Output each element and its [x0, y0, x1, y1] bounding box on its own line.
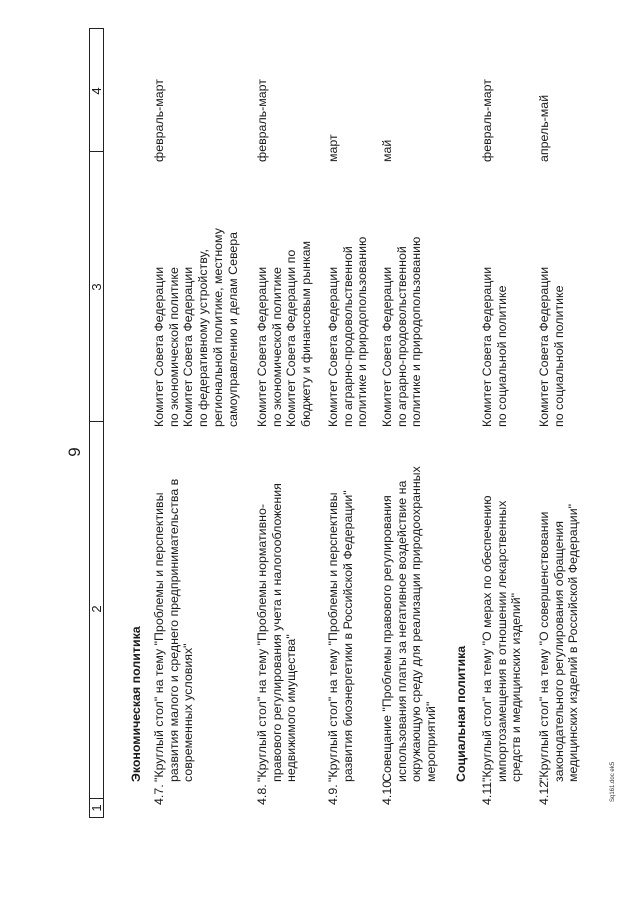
responsible-line: по экономической политике	[269, 267, 284, 427]
responsible-line: по экономической политике	[166, 267, 181, 427]
responsible-line: по социальной политике	[494, 285, 509, 427]
document-footer-code: Sq161.doc ek5	[610, 761, 616, 802]
column-number-1: 1	[89, 804, 104, 812]
responsible-line: Комитет Совета Федерации	[326, 266, 340, 427]
responsible-line: политике и природопользованию	[409, 236, 424, 427]
event-line: медицинских изделий в Российской Федерации"	[566, 503, 581, 782]
responsible-body	[480, 267, 509, 427]
event-description	[380, 466, 439, 782]
responsible-line: Комитет Совета Федерации по	[284, 249, 299, 427]
event-description	[152, 479, 196, 782]
event-line: правового регулирования учета и налогообложения	[269, 483, 284, 782]
event-line: Совещание "Проблемы правового регулирования	[380, 495, 394, 782]
period: май	[380, 139, 394, 162]
event-line: мероприятий"	[424, 701, 439, 782]
header-top-rule	[89, 28, 90, 818]
period: апрель-май	[537, 94, 551, 162]
event-line: средств и медицинских изделий"	[509, 592, 524, 782]
period: февраль-март	[152, 79, 166, 162]
header-divider	[89, 151, 103, 152]
header-divider	[89, 28, 103, 29]
event-description	[326, 490, 355, 782]
event-line: "Круглый стол" на тему "О совершенствовании	[537, 511, 551, 782]
responsible-line: по аграрно-продовольственной	[394, 246, 409, 427]
row-number: 4.10.	[380, 777, 394, 805]
period: март	[326, 134, 340, 162]
responsible-line: самоуправлению и делам Севера	[225, 231, 240, 427]
event-description	[255, 483, 299, 782]
event-line: недвижимого имущества"	[284, 634, 299, 782]
responsible-line: по социальной политике	[551, 285, 566, 427]
responsible-body	[326, 237, 370, 427]
event-line: развития биоэнергетики в Российской Федерации"	[340, 490, 355, 782]
event-line: импортозамещения в отношении лекарственных	[494, 500, 509, 782]
event-description	[537, 504, 581, 782]
column-number-2: 2	[89, 605, 104, 613]
event-line: "Круглый стол" на тему "О мерах по обеспечению	[480, 495, 494, 782]
section-title-economic: Экономическая политика	[129, 626, 143, 782]
responsible-body	[255, 241, 314, 427]
row-number: 4.11.	[480, 778, 494, 805]
responsible-line: по федеративному устройству,	[196, 249, 211, 427]
row-number: 4.8.	[255, 784, 269, 805]
responsible-line: Комитет Совета Федерации	[255, 266, 269, 427]
header-bottom-rule	[103, 28, 104, 818]
row-number: 4.7.	[152, 784, 166, 805]
row-number: 4.12.	[537, 777, 551, 805]
responsible-line: политике и природопользованию	[355, 236, 370, 427]
responsible-line: Комитет Совета Федерации	[181, 266, 196, 427]
row-number: 4.9.	[326, 784, 340, 805]
responsible-line: бюджету и финансовым рынкам	[299, 240, 314, 427]
responsible-line: Комитет Совета Федерации	[537, 266, 551, 427]
responsible-line: Комитет Совета Федерации	[380, 266, 394, 427]
responsible-body	[152, 228, 240, 427]
column-number-3: 3	[89, 283, 104, 291]
responsible-line: региональной политике, местному	[210, 228, 225, 427]
event-line: использования платы за негативное воздействие на	[394, 480, 409, 782]
header-divider	[89, 421, 103, 422]
responsible-line: Комитет Совета Федерации	[480, 266, 494, 427]
event-description	[480, 495, 524, 782]
event-line: законодательного регулирования обращения	[551, 521, 566, 782]
responsible-line: по аграрно-продовольственной	[340, 246, 355, 427]
period: февраль-март	[255, 79, 269, 162]
event-line: окружающую среду для реализации природоохранных	[409, 466, 424, 782]
page-number: 9	[65, 447, 84, 457]
section-title-social: Социальная политика	[454, 645, 468, 782]
event-line: "Круглый стол" на тему "Проблемы и перспективы	[152, 492, 166, 782]
responsible-body	[537, 267, 566, 427]
event-line: развития малого и среднего предпринимательства в	[166, 478, 181, 782]
event-line: "Круглый стол" на тему "Проблемы и перспективы	[326, 492, 340, 782]
period: февраль-март	[480, 79, 494, 162]
responsible-line: Комитет Совета Федерации	[152, 266, 166, 427]
column-number-4: 4	[89, 87, 104, 95]
responsible-body	[380, 237, 424, 427]
event-line: современных условиях"	[181, 643, 196, 782]
event-line: "Круглый стол" на тему "Проблемы нормативно-	[255, 503, 269, 782]
